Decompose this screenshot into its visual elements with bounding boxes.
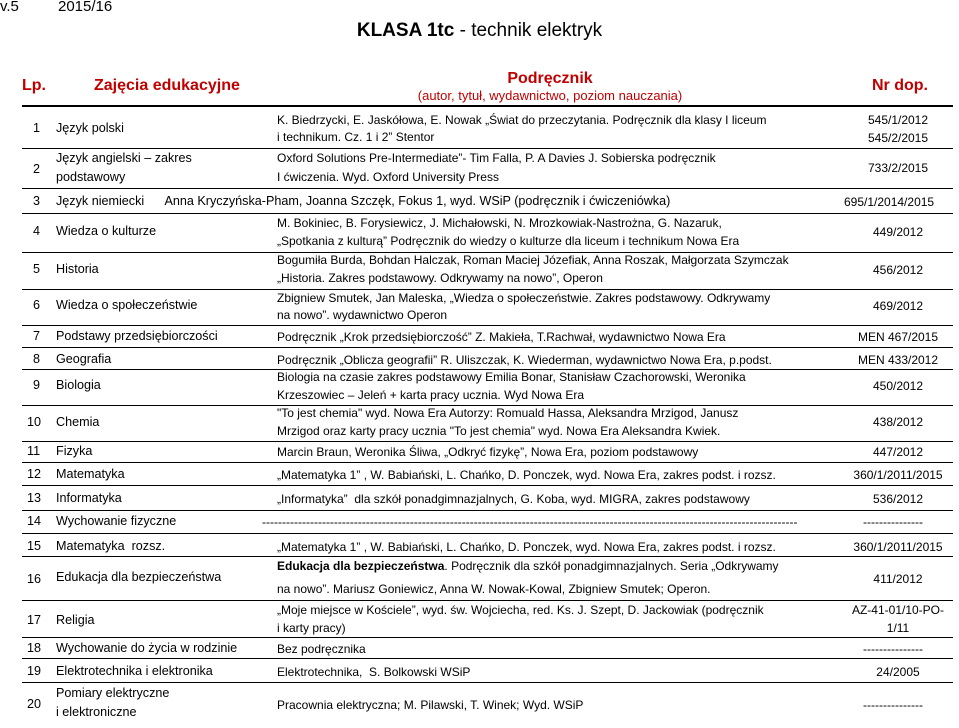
row-subject: Wychowanie fizyczne [56, 514, 177, 528]
row-lp: 6 [33, 298, 41, 312]
row-book-bold: Edukacja dla bezpieczeństwa [277, 559, 445, 573]
row-subject: Chemia [56, 415, 100, 429]
row-book-line: i technikum. Cz. 1 i 2” Stentor [277, 130, 435, 144]
row-subject: Matematyka rozsz. [56, 539, 166, 553]
row-approval: --------------- [863, 515, 923, 529]
header-subject: Zajęcia edukacyjne [94, 77, 240, 94]
row-subject: Historia [56, 262, 99, 276]
row-subject: Biologia [56, 378, 101, 392]
row-approval: --------------- [863, 642, 923, 656]
row-book-line: „Moje miejsce w Kościele”, wyd. św. Wojciecha, red. Ks. J. Szept, D. Jackowiak (podręcznik [277, 603, 764, 617]
header-book: Podręcznik [507, 70, 593, 87]
row-book-line: K. Biedrzycki, E. Jaskółowa, E. Nowak „Świat do przeczytania. Podręcznik dla klasy I liceum [277, 113, 767, 127]
row-book-line: i karty pracy) [277, 621, 346, 635]
row-approval: AZ-41-01/10-PO- [851, 603, 945, 617]
row-approval: 24/2005 [876, 665, 920, 679]
row-lp: 1 [33, 121, 41, 135]
row-lp: 18 [27, 641, 42, 655]
row-book-line: "To jest chemia" wyd. Nowa Era Autorzy: Romuald Hassa, Aleksandra Mrzigod, Janusz [277, 406, 739, 420]
row-lp: 2 [33, 162, 41, 176]
row-subject: Język polski [56, 121, 124, 135]
header-approval: Nr dop. [872, 77, 928, 94]
row-book-line: I ćwiczenia. Wyd. Oxford University Press [277, 170, 499, 184]
row-book-line: Pracownia elektryczna; M. Pilawski, T. Winek; Wyd. WSiP [277, 698, 584, 712]
row-subject: Wychowanie do życia w rodzinie [56, 641, 238, 655]
row-book-line: Mrzigod oraz karty pracy ucznia "To jest chemia" wyd. Nowa Era Aleksandra Kwiek. [277, 424, 721, 438]
row-approval: 450/2012 [872, 379, 924, 393]
row-lp: 19 [27, 664, 42, 678]
row-approval: MEN 467/2015 [857, 330, 939, 344]
row-book-line: Biologia na czasie zakres podstawowy Emilia Bonar, Stanisław Czachorowski, Weronika [277, 370, 746, 384]
row-subject: Wiedza o społeczeństwie [56, 298, 198, 312]
row-book-line: „Informatyka” dla szkół ponadgimnazjalnych, G. Koba, wyd. MIGRA, zakres podstawowy [277, 492, 750, 506]
row-lp: 14 [27, 514, 42, 528]
row-approval: 360/1/2011/2015 [853, 468, 943, 482]
row-subject: Podstawy przedsiębiorczości [56, 329, 218, 343]
row-book-line: -------------------------------------------------------------------------------------------------------------------------------------- [262, 515, 798, 529]
row-approval: 469/2012 [872, 299, 924, 313]
header-lp: Lp. [22, 77, 46, 94]
row-book-line: Bez podręcznika [277, 642, 366, 656]
row-lp: 10 [27, 415, 42, 429]
row-approval: 411/2012 [873, 572, 923, 586]
row-book-line: Podręcznik „Krok przedsiębiorczość” Z. Makieła, T.Rachwał, wydawnictwo Nowa Era [277, 330, 726, 344]
row-lp: 4 [33, 224, 41, 238]
row-approval: 456/2012 [872, 263, 924, 277]
row-subject: podstawowy [56, 170, 126, 184]
row-approval: --------------- [863, 698, 923, 712]
row-lp: 9 [33, 378, 41, 392]
row-subject: Edukacja dla bezpieczeństwa [56, 570, 222, 584]
row-book-line: Marcin Braun, Weronika Śliwa, „Odkryć fizykę”, Nowa Era, poziom podstawowy [277, 445, 699, 459]
row-lp: 15 [27, 539, 42, 553]
row-approval: 733/2/2015 [867, 161, 929, 175]
row-approval: 545/2/2015 [867, 131, 929, 145]
row-subject: Elektrotechnika i elektronika [56, 664, 213, 678]
row-approval: 536/2012 [872, 492, 924, 506]
row-lp: 3 [33, 194, 41, 208]
page-title: KLASA 1tc - technik elektryk [356, 20, 603, 41]
row-book-line: Edukacja dla bezpieczeństwa. Podręcznik dla szkół ponadgimnazjalnych. Seria „Odkrywamy [277, 559, 779, 573]
school-year: 2015/16 [58, 0, 113, 15]
row-lp: 16 [27, 572, 42, 586]
row-book-line: Elektrotechnika, S. Bolkowski WSiP [277, 665, 471, 679]
row-lp: 11 [27, 444, 41, 458]
row-lp: 20 [27, 697, 42, 711]
row-approval: 449/2012 [872, 225, 924, 239]
row-book-line: „Matematyka 1” , W. Babiański, L. Chańko, D. Ponczek, wyd. Nowa Era, zakres podst. i rozsz. [277, 540, 776, 554]
header-book-sub: (autor, tytuł, wydawnictwo, poziom nauczania) [417, 88, 683, 103]
row-book-line: „Matematyka 1” , W. Babiański, L. Chańko, D. Ponczek, wyd. Nowa Era, zakres podst. i rozsz. [277, 468, 776, 482]
row-approval: 695/1/2014/2015 [844, 195, 935, 209]
row-subject: Geografia [56, 352, 112, 366]
row-book-line: Zbigniew Smutek, Jan Maleska, „Wiedza o społeczeństwie. Zakres podstawowy. Odkrywamy [277, 291, 771, 305]
row-book-line: Podręcznik „Oblicza geografii” R. Uliszczak, K. Wiederman, wydawnictwo Nowa Era, p.podst. [277, 353, 772, 367]
row-book-line: „Spotkania z kulturą” Podręcznik do wiedzy o kulturze dla liceum i technikum Nowa Era [277, 234, 740, 248]
row-lp: 8 [33, 352, 41, 366]
version-label: v.5 [0, 0, 19, 15]
row-approval: 438/2012 [872, 415, 924, 429]
row-subject: Fizyka [56, 444, 93, 458]
row-approval: 447/2012 [872, 445, 924, 459]
row-subject: Język angielski – zakres [56, 151, 192, 165]
row-subject: i elektroniczne [56, 705, 137, 719]
row-book-line: Krzeszowiec – Jeleń + karta pracy ucznia. Wyd Nowa Era [277, 388, 585, 402]
row-lp: 7 [33, 329, 41, 343]
row-book-line: na nowo”. Mariusz Goniewicz, Anna W. Nowak-Kowal, Zbigniew Smutek; Operon. [277, 582, 711, 596]
row-book-line: na nowo”. wydawnictwo Operon [277, 308, 448, 322]
row-line: Język niemiecki Anna Kryczyńska-Pham, Joanna Szczęk, Fokus 1, wyd. WSiP (podręcznik i ćwiczeniówka) [56, 194, 671, 208]
row-book-line: „Historia. Zakres podstawowy. Odkrywamy na nowo”, Operon [277, 271, 603, 285]
row-approval: 545/1/2012 [867, 113, 929, 127]
row-subject: Matematyka [56, 467, 125, 481]
row-subject: Wiedza o kulturze [56, 224, 157, 238]
row-lp: 17 [27, 613, 42, 627]
row-approval: MEN 433/2012 [857, 353, 939, 367]
row-book-line: M. Bokiniec, B. Forysiewicz, J. Michałowski, N. Mrozkowiak-Nastrożna, G. Nazaruk, [277, 216, 722, 230]
row-approval: 1/11 [886, 621, 910, 635]
row-subject: Informatyka [56, 491, 122, 505]
row-lp: 5 [33, 262, 41, 276]
row-book-line: Bogumiła Burda, Bohdan Halczak, Roman Maciej Józefiak, Anna Roszak, Małgorzata Szymczak [277, 253, 789, 267]
row-lp: 12 [27, 467, 42, 481]
row-subject: Religia [56, 613, 95, 627]
header-divider [22, 105, 953, 107]
row-book-line: Oxford Solutions Pre-Intermediate”- Tim Falla, P. A Davies J. Sobierska podręcznik [277, 151, 716, 165]
row-approval: 360/1/2011/2015 [853, 540, 943, 554]
row-subject: Pomiary elektryczne [56, 686, 170, 700]
row-lp: 13 [27, 491, 42, 505]
